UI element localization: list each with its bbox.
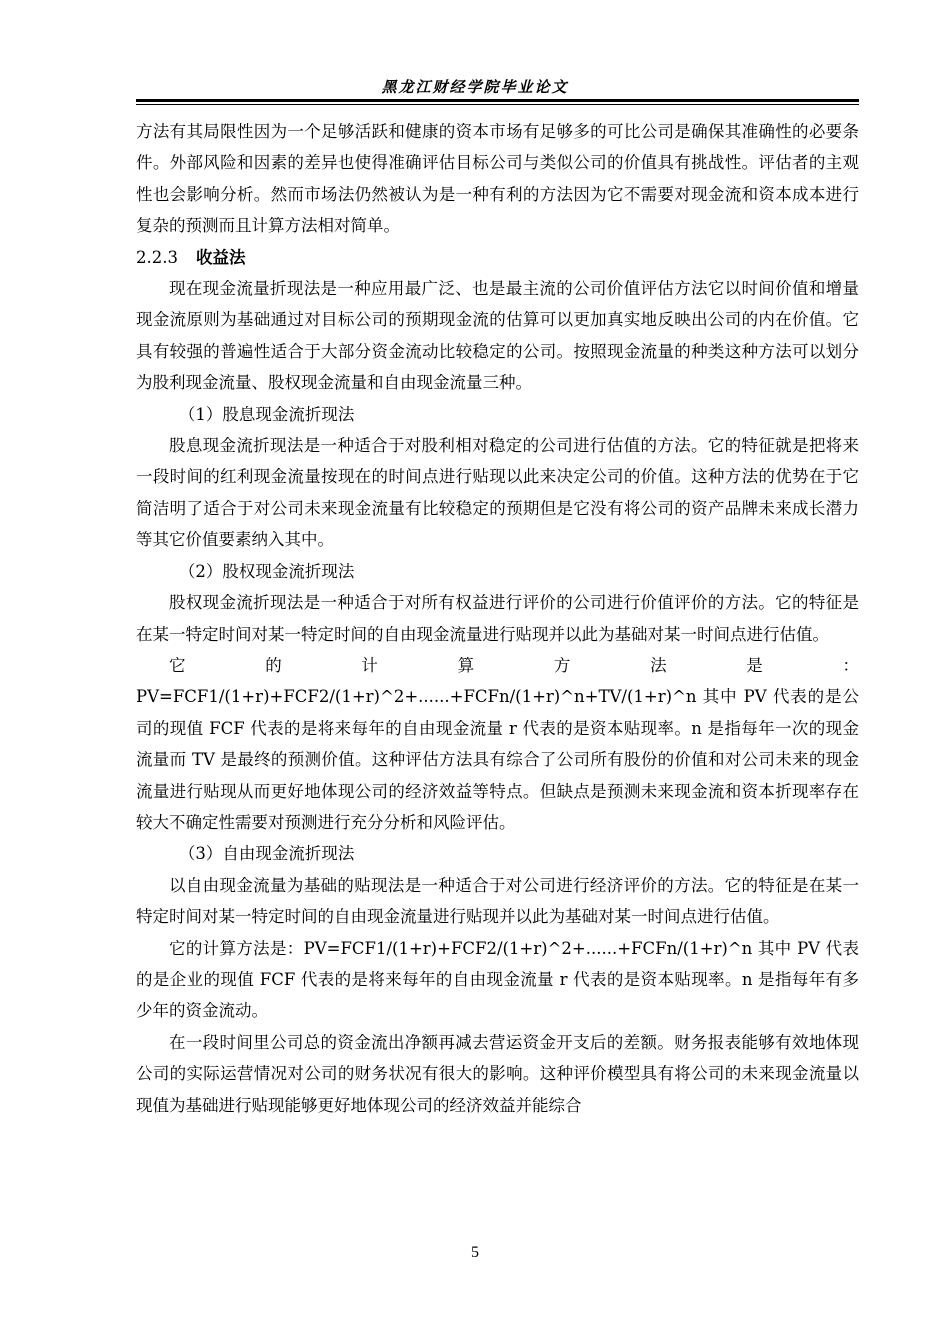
subheading-free-cash-flow-dcf: （3）自由现金流折现法 bbox=[178, 844, 355, 864]
paragraph-equity-dcf: 股权现金流折现法是一种适合于对所有权益进行评价的公司进行价值评价的方法。它的特征是在某一特定时间对某一特定时间的自由现金流量进行贴现并以此为基础对某一时间点进行估值。 bbox=[136, 593, 859, 644]
section-heading bbox=[136, 242, 859, 273]
paragraph-free-cash-flow-definition: 在一段时间里公司总的资金流出净额再减去营运资金开支后的差额。财务报表能够有效地体现公司的实际运营情况对公司的财务状况有很大的影响。这种评价模型具有将公司的未来现金流量以现值为基础进行贴现能够更好地体现公司的经济效益并能综合 bbox=[136, 1032, 859, 1115]
header-rule-thin bbox=[136, 104, 859, 105]
running-header-title: 黑龙江财经学院毕业论文 bbox=[381, 78, 569, 96]
subheading-equity-dcf: （2）股权现金流折现法 bbox=[178, 561, 355, 581]
paragraph-free-cash-flow-formula: 它的计算方法是：PV=FCF1/(1+r)+FCF2/(1+r)^2+......+FCFn/(1+r)^n 其中 PV 代表的是企业的现值 FCF 代表的是将来每年的自由现金流量 r 代表的是资本贴现率。n 是指每年有多少年的资金流动。 bbox=[136, 938, 859, 1021]
paragraph-equity-formula: 它的计算方法是：PV=FCF1/(1+r)+FCF2/(1+r)^2+......+FCFn/(1+r)^n+TV/(1+r)^n 其中 PV 代表的是公司的现值 FCF 代表的是将来每年的自由现金流量 r 代表的是资本贴现率。n 是指每年一次的现金流量而 TV 是最终的预测价值。这种评估方法具有综合了公司所有股份的价值和对公司未来的现金流量进行贴现从而更好地体现公司的经济效益等特点。但缺点是预测未来现金流和资本折现率存在较大不确定性需要对预测进行充分分析和风险评估。 bbox=[136, 655, 859, 832]
subheading-dividend-dcf: （1）股息现金流折现法 bbox=[178, 404, 355, 424]
paragraph-free-cash-flow-dcf: 以自由现金流量为基础的贴现法是一种适合于对公司进行经济评价的方法。它的特征是在某一特定时间对某一特定时间的自由现金流量进行贴现并以此为基础对某一时间点进行估值。 bbox=[136, 875, 859, 927]
paragraph-continued: 方法有其局限性因为一个足够活跃和健康的资本市场有足够多的可比公司是确保其准确性的必要条件。外部风险和因素的差异也使得准确评估目标公司与类似公司的价值具有挑战性。评估者的主观性也会影响分析。然而市场法仍然被认为是一种有利的方法因为它不需要对现金流和资本成本进行复杂的预测而且计算方法相对简单。 bbox=[136, 122, 859, 236]
paragraph-dividend-dcf: 股息现金流折现法是一种适合于对股利相对稳定的公司进行估值的方法。它的特征就是把将来一段时间的红利现金流量按现在的时间点进行贴现以此来决定公司的价值。这种方法的优势在于它简洁明了适合于对公司未来现金流量有比较稳定的预期但是它没有将公司的资产品牌未来成长潜力等其它价值要素纳入其中。 bbox=[136, 436, 859, 550]
page-number: 5 bbox=[471, 1244, 479, 1261]
section-number: 2.2.3 bbox=[136, 247, 178, 267]
section-title: 收益法 bbox=[195, 247, 246, 267]
body-text bbox=[136, 116, 859, 1121]
paragraph-dcf-intro: 现在现金流量折现法是一种应用最广泛、也是最主流的公司价值评估方法它以时间价值和增量现金流原则为基础通过对目标公司的预期现金流的估算可以更加真实地反映出公司的内在价值。它具有较强的普遍性适合于大部分资金流动比较稳定的公司。按照现金流量的种类这种方法可以划分为股利现金流量、股权现金流量和自由现金流量三种。 bbox=[136, 279, 859, 393]
header-rule-thick bbox=[136, 99, 859, 102]
